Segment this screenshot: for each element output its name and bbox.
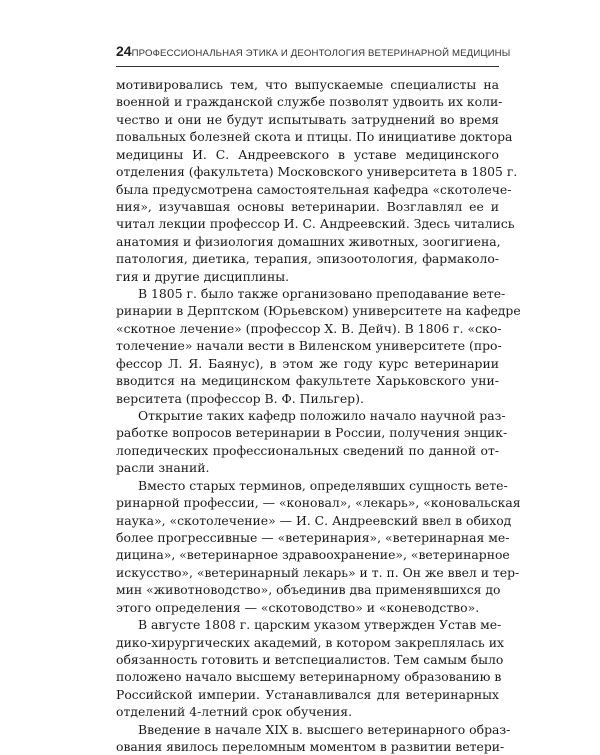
text-line: чество и они не будут испытывать затруднений во время [116,111,499,127]
text-line: Открытие таких кафедр положило начало научной раз- [138,408,506,424]
text-line: отделений 4-летний срок обучения. [116,704,353,720]
text-line: толечение» начали вести в Виленском университете (про- [116,338,502,354]
paragraph [116,285,521,407]
text-line: фессор Л. Я. Баянус), в этом же году курс ветеринарии [116,355,499,371]
body-text [116,76,521,755]
header-rule [116,66,499,67]
text-line: мин «животноводство», объединив два применявшихся до [116,582,501,598]
text-line: ринарии в Дерптском (Юрьевском) университете на кафедре [116,303,521,319]
text-line: Вместо старых терминов, определявших сущность вете- [138,477,508,493]
text-line: лопедических профессиональных сведений по данной от- [116,442,499,458]
text-line: положено начало высшему ветеринарному образованию в [116,669,502,685]
text-line: ринарной профессии, — «коновал», «лекарь», «коновальская [116,495,521,511]
text-line: «скотное лечение» (профессор Х. В. Дейч). В 1806 г. «ско- [116,320,502,336]
running-head: ПРОФЕССИОНАЛЬНАЯ ЭТИКА И ДЕОНТОЛОГИЯ ВЕТЕРИНАРНОЙ МЕДИЦИНЫ [131,48,511,59]
text-line: была предусмотрена самостоятельная кафедра «скотолече- [116,181,512,197]
paragraph [116,76,518,285]
text-line: работке вопросов ветеринарии в России, получения энцик- [116,425,508,441]
text-line: верситета (профессор В. Ф. Пильгер). [116,390,364,406]
text-line: читал лекции профессор И. С. Андреевский. Здесь читались [116,216,515,232]
text-line: отделения (факультета) Московского университета в 1805 г. [116,164,518,180]
text-line: более прогрессивные — «ветеринария», «ветеринарная ме- [116,529,510,545]
text-line: дицина», «ветеринарное здравоохранение», «ветеринарное [116,547,510,563]
paragraph [116,477,521,616]
text-line: этого определения — «скотоводство» и «коневодство». [116,599,480,615]
text-line: повальных болезней скота и птицы. По инициативе доктора [116,129,513,145]
text-line: гия и другие дисциплины. [116,268,290,284]
text-line: наука», «скотолечение» — И. С. Андреевский ввел в обиход [116,512,512,528]
text-line: искусство», «ветеринарный лекарь» и т. п. Он же ввел и тер- [116,564,520,580]
text-line: расли знаний. [116,460,210,476]
text-line: Введение в начале XIX в. высшего ветеринарного образ- [138,721,511,737]
text-line: Российской империи. Устанавливался для ветеринарных [116,686,499,702]
text-line: мотивировались тем, что выпускаемые специалисты на [116,77,499,92]
text-line: вводится на медицинском факультете Харьковского уни- [116,373,499,389]
paragraph [116,616,504,721]
text-line: В августе 1808 г. царским указом утвержден Устав ме- [138,617,502,633]
text-line: ования явилось переломным моментом в развитии ветери- [116,739,505,755]
text-line: обязанность готовить и ветспециалистов. Тем самым было [116,651,504,667]
text-line: военной и гражданской службе позволят удвоить их коли- [116,94,503,110]
text-line: анатомия и физиология домашних животных, зоогигиена, [116,233,501,249]
paragraph [116,407,508,477]
text-line: патология, диетика, терапия, эпизоотология, фармаколо- [116,251,499,267]
page-header [116,43,511,63]
text-line: В 1805 г. было также организовано преподавание вете- [138,286,506,302]
text-line: дико-хирургических академий, в котором закреплялась их [116,634,504,650]
text-line: медицины И. С. Андреевского в уставе медицинского [116,146,499,162]
page-number: 24 [116,43,132,59]
text-line: ния», изучавшая основы ветеринарии. Возглавлял ее и [116,198,499,214]
